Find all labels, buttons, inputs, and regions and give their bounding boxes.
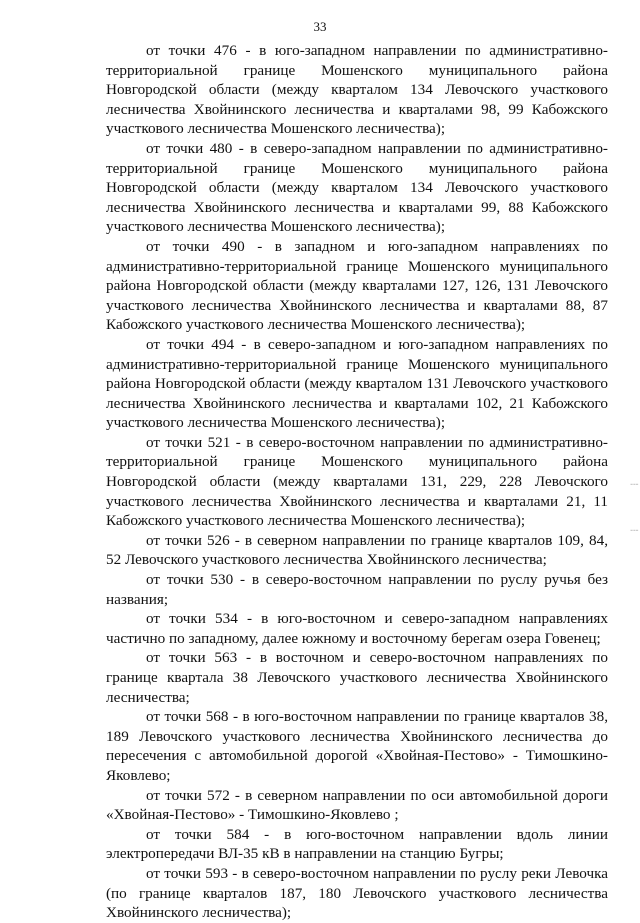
boundary-paragraph-593: от точки 593 - в северо-восточном направлении по руслу реки Левочка (по границе кварталов 187, 180 Левочского участкового лесничества Хвойнинского лесничества);: [106, 864, 608, 922]
scan-margin-mark: ┆: [630, 528, 638, 534]
boundary-paragraph-572: от точки 572 - в северном направлении по оси автомобильной дороги «Хвойная-Пестово» - Тимошкино-Яковлево ;: [106, 786, 608, 824]
boundary-paragraph-521: от точки 521 - в северо-восточном направлении по административно-территориальной границе Мошенского муниципального района Новгородской области (между кварталами 131, 229, 228 Левочского участкового лесничества Хвойнинского лесничества и кварталами 21, 11 Кабожского участкового лесничества Мошенского лесничества);: [106, 433, 608, 530]
boundary-paragraph-476: от точки 476 - в юго-западном направлении по административно-территориальной границе Мошенского муниципального района Новгородской области (между кварталом 134 Левочского участкового лесничества Хвойнинского лесничества и кварталами 98, 99 Кабожского участкового лесничества Мошенского лесничества);: [106, 42, 608, 138]
boundary-paragraph-490: от точки 490 - в западном и юго-западном направлениях по административно-территориальной границе Мошенского муниципального района Новгородской области (между кварталами 127, 126, 131 Левочского участкового лесничества Хвойнинского лесничества и кварталами 88, 87 Кабожского участкового лесничества Мошенского лесничества);: [106, 237, 608, 334]
scan-margin-mark: ┆: [630, 482, 638, 488]
boundary-paragraph-480: от точки 480 - в северо-западном направлении по административно-территориальной границе Мошенского муниципального района Новгородской области (между кварталом 134 Левочского участкового лесничества Хвойнинского лесничества и кварталами 99, 88 Кабожского участкового лесничества Мошенского лесничества);: [106, 139, 608, 236]
boundary-paragraph-494: от точки 494 - в северо-западном и юго-западном направлениях по административно-территориальной границе Мошенского муниципального района Новгородской области (между кварталом 131 Левочского участкового лесничества Хвойнинского лесничества и кварталами 102, 21 Кабожского участкового лесничества Мошенского лесничества);: [106, 335, 608, 432]
boundary-paragraph-568: от точки 568 - в юго-восточном направлении по границе кварталов 38, 189 Левочского участкового лесничества Хвойнинского лесничества до пересечения с автомобильной дорогой «Хвойная-Пестово» - Тимошкино-Яковлево;: [106, 708, 608, 784]
page-number: 33: [313, 19, 327, 34]
boundary-paragraph-530: от точки 530 - в северо-восточном направлении по руслу ручья без названия;: [106, 571, 608, 608]
boundary-paragraph-534: от точки 534 - в юго-восточном и северо-западном направлениях частично по западному, далее южному и восточному берегам озера Говенец;: [106, 610, 608, 647]
boundary-paragraph-563: от точки 563 - в восточном и северо-восточном направлениях по границе квартала 38 Левочского участкового лесничества Хвойнинского лесничества;: [106, 649, 608, 706]
boundary-paragraph-584: от точки 584 - в юго-восточном направлении вдоль линии электропередачи ВЛ-35 кВ в направлении на станцию Бугры;: [106, 825, 608, 863]
boundary-paragraph-526: от точки 526 - в северном направлении по границе кварталов 109, 84, 52 Левочского участкового лесничества Хвойнинского лесничества;: [106, 531, 608, 569]
document-body: [106, 41, 608, 923]
